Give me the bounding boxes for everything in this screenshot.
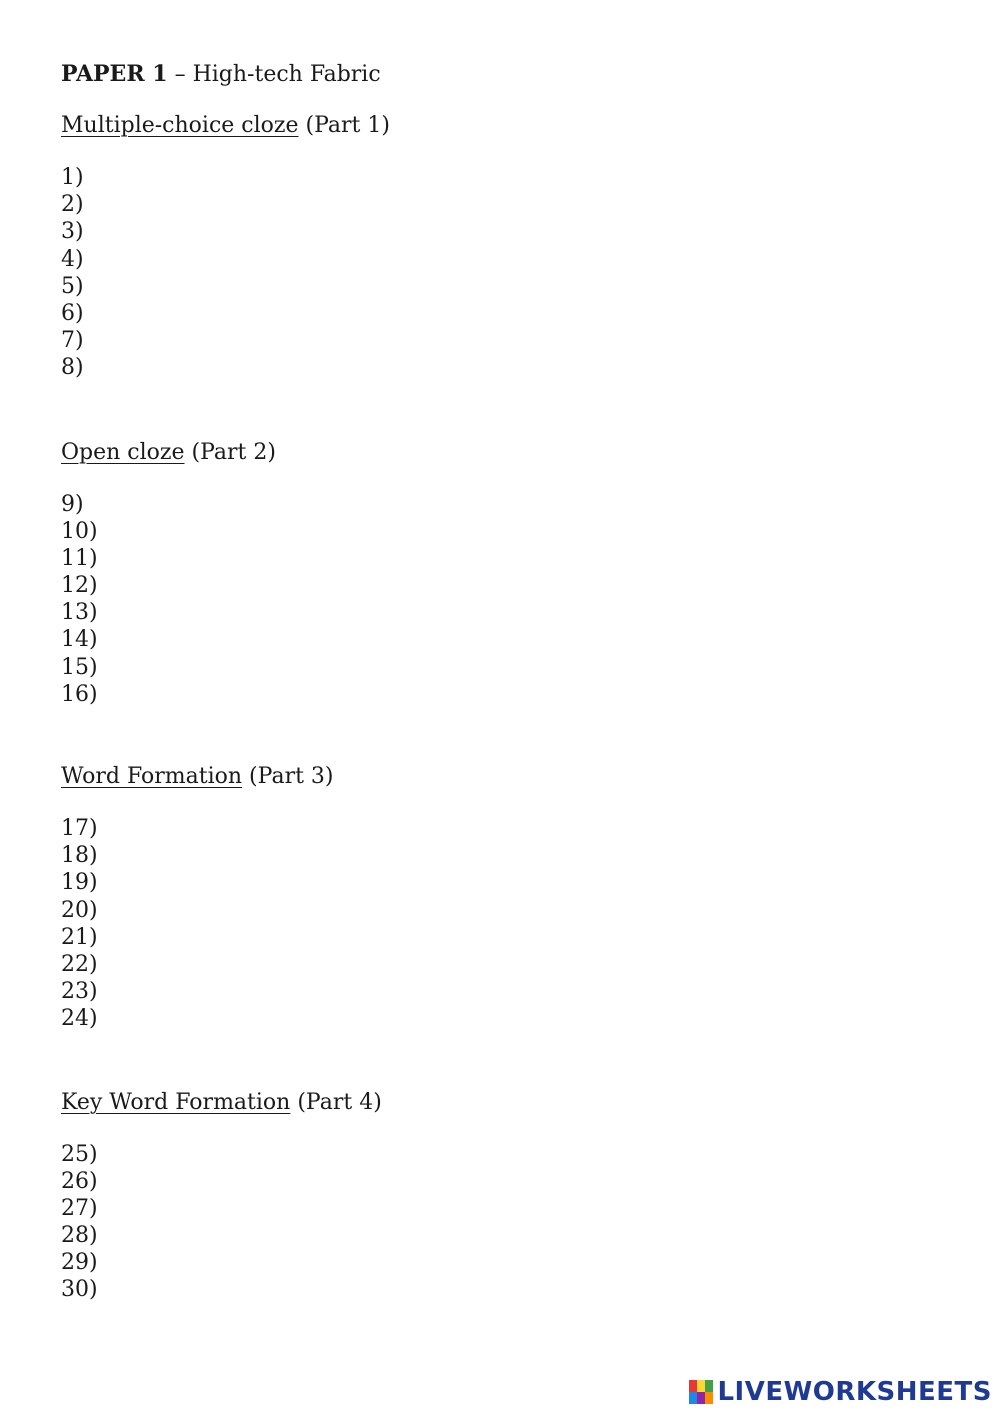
answer-number: 6) [61,300,84,326]
answer-number: 10) [61,518,98,544]
section-heading-part: (Part 3) [242,764,334,789]
section-part-1 [61,110,941,382]
logo-tile [705,1380,713,1392]
section-heading [61,437,941,469]
answer-number: 5) [61,273,84,299]
section-part-3 [61,761,941,1033]
answer-number: 16) [61,681,98,707]
answer-number: 24) [61,1006,98,1032]
section-heading-part: (Part 2) [184,439,276,465]
answer-number: 18) [61,843,98,869]
section-heading-title: Open cloze [61,439,185,465]
answer-number: 29) [61,1250,98,1276]
answer-number: 23) [61,979,98,1005]
logo-tile [697,1380,705,1392]
page-title [61,58,941,94]
answer-list [61,164,941,382]
section-heading-title: Word Formation [61,764,243,789]
paper-topic: – High-tech Fabric [167,62,381,87]
answer-number: 1) [61,165,84,190]
answer-number: 13) [61,600,98,626]
section-part-4 [61,1087,941,1304]
answer-list [61,1141,941,1304]
answer-number: 19) [61,870,98,896]
worksheet-page [61,58,941,1304]
section-heading-part: (Part 1) [298,113,390,138]
section-heading-title: Multiple-choice cloze [61,113,299,138]
answer-number: 4) [61,246,84,272]
answer-number: 12) [61,573,98,599]
answer-number: 28) [61,1223,98,1249]
answer-number: 7) [61,328,84,354]
answer-number: 30) [61,1277,98,1303]
paper-label: PAPER 1 [61,61,168,87]
section-heading-part: (Part 4) [290,1089,382,1115]
answer-number: 15) [61,654,98,680]
watermark-text: LIVEWORKSHEETS [717,1377,992,1407]
answer-number: 26) [61,1168,98,1194]
section-heading [61,1087,941,1119]
logo-tile [689,1380,697,1392]
answer-number: 21) [61,924,98,950]
logo-tile [705,1392,713,1404]
answer-number: 25) [61,1141,98,1167]
answer-number: 22) [61,951,98,977]
answer-number: 11) [61,545,98,571]
answer-number: 2) [61,192,84,218]
section-heading [61,110,941,142]
section-heading-title: Key Word Formation [61,1089,291,1115]
liveworksheets-logo-icon [689,1380,713,1404]
answer-number: 9) [61,491,84,517]
section-part-2 [61,437,941,709]
answer-number: 27) [61,1195,98,1221]
answer-list [61,815,941,1033]
answer-number: 20) [61,897,98,923]
answer-number: 3) [61,219,84,245]
logo-tile [697,1392,705,1404]
answer-number: 8) [61,355,84,381]
section-heading [61,761,941,793]
answer-number: 17) [61,816,98,841]
logo-tile [689,1392,697,1404]
liveworksheets-watermark [689,1377,992,1407]
answer-number: 14) [61,627,98,653]
answer-list [61,491,941,709]
